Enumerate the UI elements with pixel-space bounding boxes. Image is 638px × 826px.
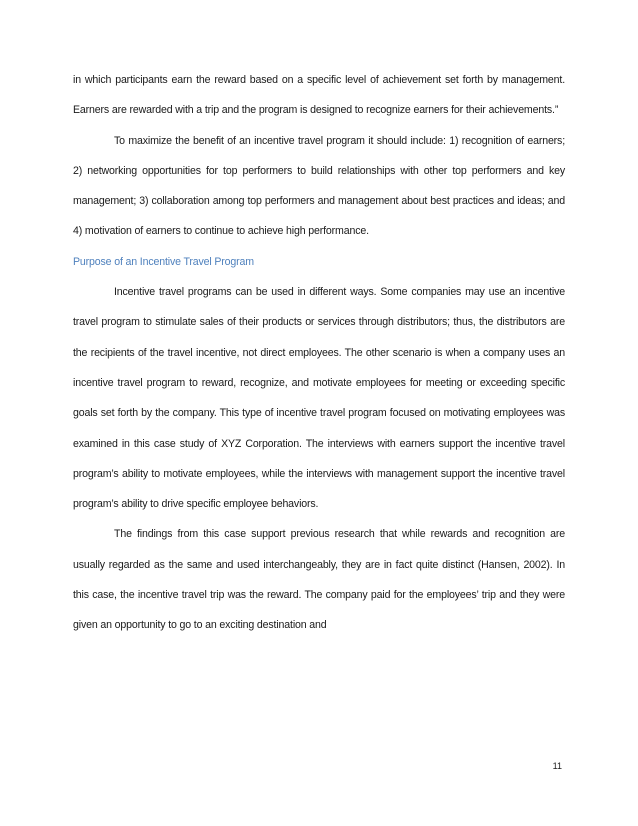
- paragraph-program-components: To maximize the benefit of an incentive travel program it should include: 1) recognition of earners; 2) networking opportunities for top performers to build relationships with other top performers and key management; 3) collaboration among top performers and management about best practices and ideas; and 4) motivation of earners to continue to achieve high performance.: [73, 134, 565, 238]
- section-heading: Purpose of an Incentive Travel Program: [73, 255, 254, 268]
- paragraph-program-uses: Incentive travel programs can be used in different ways. Some companies may use an incentive travel program to stimulate sales of their products or services through distributors; thus, the distributors are the recipients of the travel incentive, not direct employees. The other scenario is when a company uses an incentive travel program to reward, recognize, and motivate employees for meeting or exceeding specific goals set forth by the company. This type of incentive travel program focused on motivating employees was examined in this case study of XYZ Corporation. The interviews with earners support the incentive travel program’s ability to motivate employees, while the interviews with management support the incentive travel program’s ability to drive specific employee behaviors.: [73, 286, 565, 511]
- paragraph-continuation: in which participants earn the reward based on a specific level of achievement set forth by management. Earners are rewarded with a trip and the program is designed to recognize earners for their achievements.”: [73, 74, 565, 117]
- page-body: [73, 65, 565, 641]
- paragraph-findings: The findings from this case support previous research that while rewards and recognition are usually regarded as the same and used interchangeably, they are in fact quite distinct (Hansen, 2002). In this case, the incentive travel trip was the reward. The company paid for the employees’ trip and they were given an opportunity to go to an exciting destination and: [73, 528, 565, 632]
- page-number: 11: [552, 761, 562, 771]
